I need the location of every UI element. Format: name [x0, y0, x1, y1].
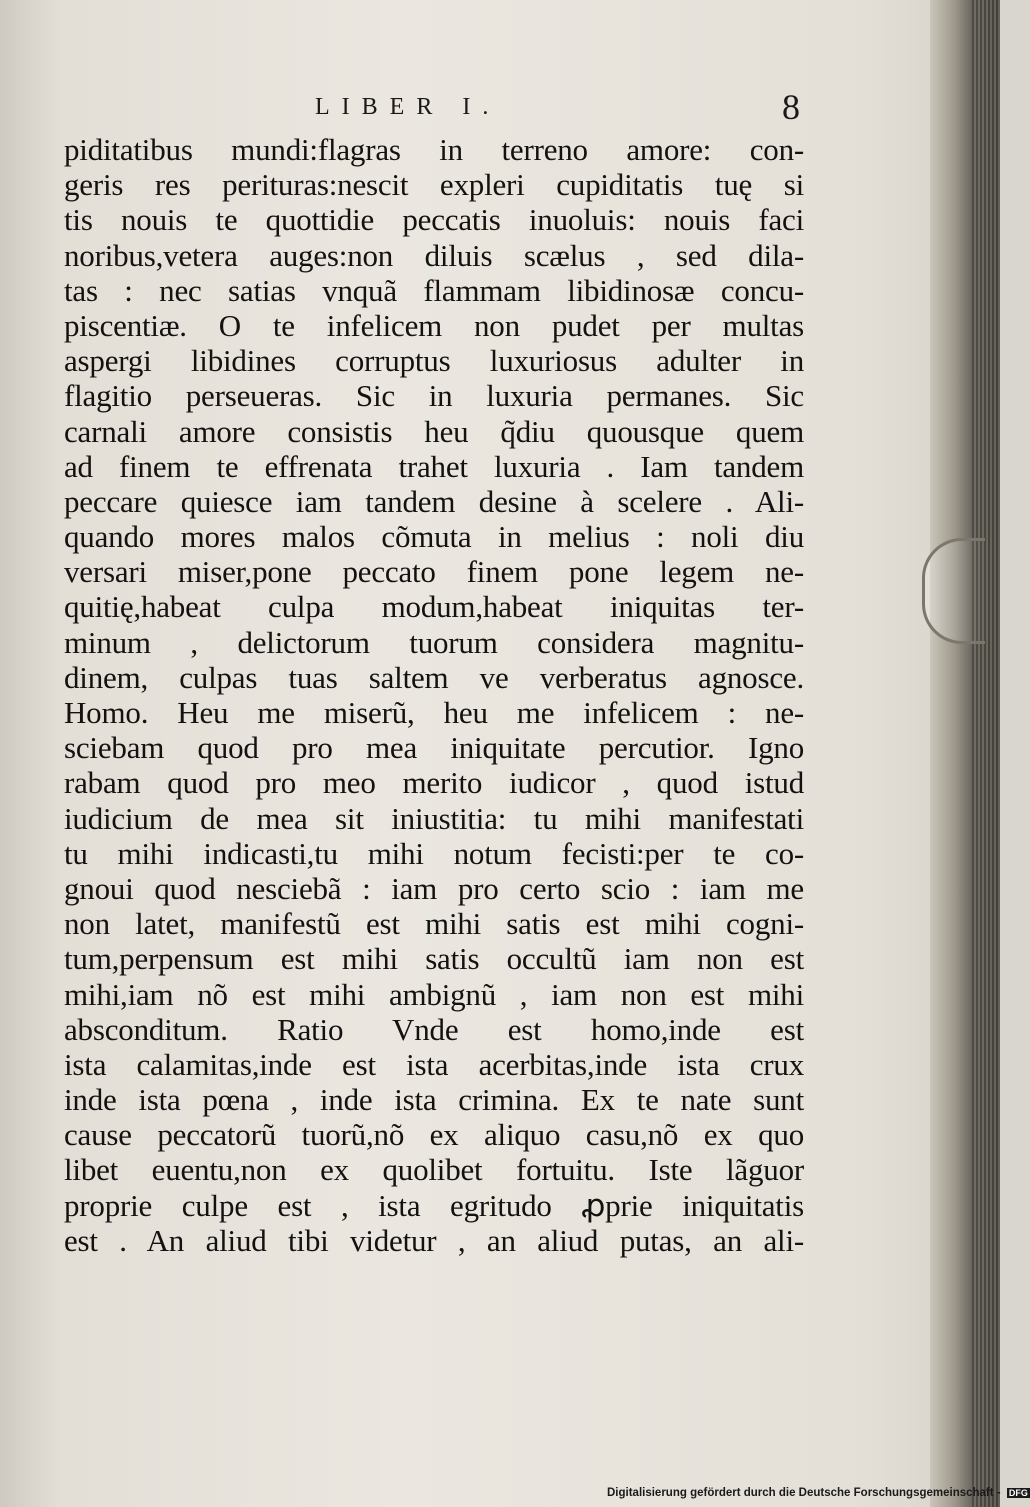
- text-line: noribus,vetera auges:non diluis scælus , sed dila-: [64, 237, 804, 273]
- text-line: Homo. Heu me miserũ, heu me infelicem : ne-: [64, 695, 804, 730]
- credit-text: Digitalisierung gefördert durch die Deutsche Forschungsgemeinschaft -: [607, 1487, 1001, 1499]
- page-number: 8: [782, 87, 800, 127]
- text-line: carnali amore consistis heu q̃diu quousque quem: [64, 413, 804, 449]
- running-head: LIBER I.: [315, 94, 501, 120]
- text-line: ad finem te effrenata trahet luxuria . Iam tandem: [64, 448, 804, 484]
- book-clasp: [922, 538, 985, 644]
- text-line: minum , delictorum tuorum considera magnitu-: [64, 624, 804, 660]
- text-line: piscentiæ. O te infelicem non pudet per multas: [64, 307, 804, 343]
- digitization-credit: [607, 1487, 1030, 1503]
- body-text: [64, 132, 804, 1258]
- text-line: tu mihi indicasti,tu mihi notum fecisti:per te co-: [64, 835, 804, 871]
- text-line: libet euentu,non ex quolibet fortuitu. Iste lãguor: [64, 1152, 804, 1188]
- text-line: flagitio perseueras. Sic in luxuria permanes. Sic: [64, 378, 804, 414]
- text-line: rabam quod pro meo merito iudicor , quod istud: [64, 765, 804, 801]
- text-line: ista calamitas,inde est ista acerbitas,inde ista crux: [64, 1046, 804, 1082]
- text-line: dinem, culpas tuas saltem ve verberatus agnosce.: [64, 659, 804, 695]
- text-line: peccare quiesce iam tandem desine à scelere . Ali-: [64, 483, 804, 519]
- text-line: quando mores malos cõmuta in melius : noli diu: [64, 519, 804, 555]
- text-line: tis nouis te quottidie peccatis inuoluis: nouis faci: [64, 202, 804, 238]
- text-line: cause peccatorũ tuorũ,nõ ex aliquo casu,nõ ex quo: [64, 1117, 804, 1153]
- text-line: tum,perpensum est mihi satis occultũ iam non est: [64, 941, 804, 977]
- text-line: mihi,iam nõ est mihi ambignũ , iam non est mihi: [64, 976, 804, 1012]
- text-line: iudicium de mea sit iniustitia: tu mihi manifestati: [64, 800, 804, 836]
- text-line: gnoui quod nesciebã : iam pro certo scio : iam me: [64, 870, 804, 906]
- text-line: aspergi libidines corruptus luxuriosus adulter in: [64, 343, 804, 379]
- dfg-logo: DFG: [1008, 1487, 1028, 1498]
- page-header: [60, 86, 800, 126]
- text-line: est . An aliud tibi videtur , an aliud putas, an ali-: [64, 1222, 804, 1258]
- text-line: quitię,habeat culpa modum,habeat iniquitas ter-: [64, 589, 804, 625]
- text-line: versari miser,pone peccato finem pone legem ne-: [64, 554, 804, 590]
- text-line: sciebam quod pro mea iniquitate percutior. Igno: [64, 730, 804, 766]
- text-line: tas : nec satias vnquã flammam libidinosæ concu-: [64, 272, 804, 308]
- text-line: absconditum. Ratio Vnde est homo,inde est: [64, 1011, 804, 1047]
- text-line: proprie culpe est , ista egritudo ꝓprie iniquitatis: [64, 1187, 804, 1223]
- text-line: inde ista pœna , inde ista crimina. Ex te nate sunt: [64, 1082, 804, 1118]
- text-line: piditatibus mundi:flagras in terreno amore: con-: [64, 132, 804, 167]
- text-line: geris res perituras:nescit expleri cupiditatis tuę si: [64, 167, 804, 203]
- stacked-pages-edge: [972, 0, 1000, 1507]
- text-line: non latet, manifestũ est mihi satis est mihi cogni-: [64, 906, 804, 942]
